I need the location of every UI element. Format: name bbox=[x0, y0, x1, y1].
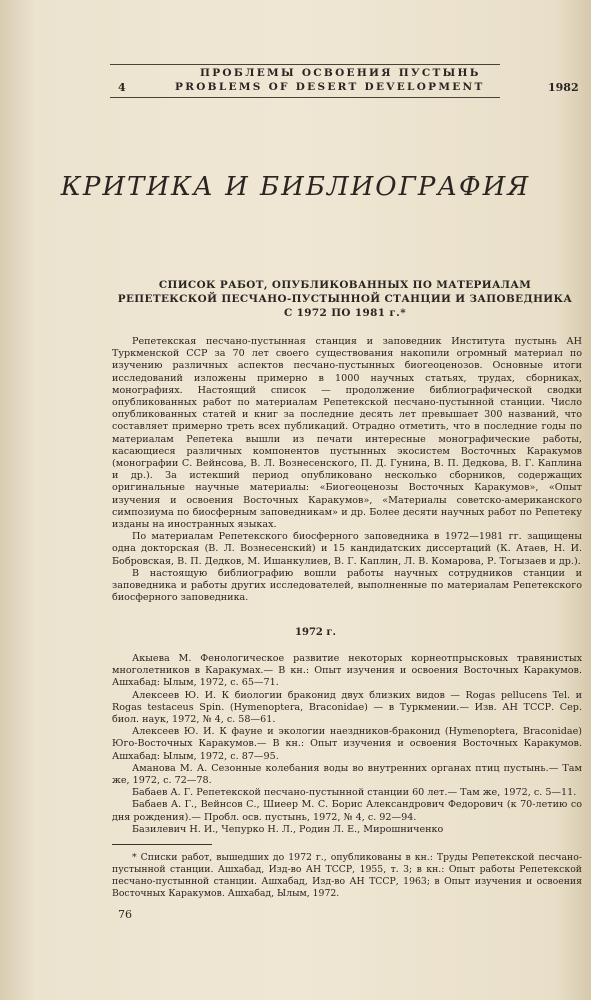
reference-entry: Акыева М. Фенологическое развитие некоторых корнеотпрысковых травянистых многолетников в Каракумах.— В кн.: Опыт изучения и освоения Восточных Каракумов. Ашхабад: Ылым, 1972, с. 65—71. bbox=[112, 653, 582, 689]
reference-entry: Бабаев А. Г., Вейнсов С., Шиеер М. С. Борис Александрович Федорович (к 70-летию со дня рождения).— Пробл. осв. пустынь, 1972, № 4, с. 92—94. bbox=[112, 799, 582, 823]
reference-entry: Бабаев А. Г. Репетекской песчано-пустынной станции 60 лет.— Там же, 1972, с. 5—11. bbox=[132, 787, 577, 799]
reference-entry: Алексеев Ю. И. К фауне и экологии наездников-браконид (Hymenoptera, Braconidae) Юго-Восточных Каракумов.— В кн.: Опыт изучения и освоения Восточных Каракумов. Ашхабад: Ылым, 1972, с. 87—95. bbox=[112, 726, 582, 762]
reference-entry: Алексеев Ю. И. К биологии браконид двух близких видов — Rogas pellucens Tel. и Rogas testaceus Spin. (Hymenoptera, Braconidae) — в Туркмении.— Изв. АН ТССР. Сер. биол. наук, 1972, № 4, с. 58—61. bbox=[112, 689, 582, 726]
footnote bbox=[112, 852, 582, 900]
reference-entry: Аманова М. А. Сезонные колебания воды во внутренних органах птиц пустынь.— Там же, 1972, с. 72—78. bbox=[112, 762, 582, 787]
intro-paragraph: В настоящую библиографию вошли работы научных сотрудников станции и заповедника и работы других исследователей, выполненные по материалам Репетекского биосферного заповедника. bbox=[112, 567, 582, 604]
article-title-line: С 1972 ПО 1981 г.* bbox=[283, 307, 407, 319]
article-title-line: СПИСОК РАБОТ, ОПУБЛИКОВАННЫХ ПО МАТЕРИАЛАМ bbox=[158, 279, 532, 291]
intro-paragraph: По материалам Репетекского биосферного заповедника в 1972—1981 гг. защищены одна докторская (В. Л. Вознесенский) и 15 кандидатских диссертаций (К. Атаев, Н. И. Бобровская, В. П. Дедков, М. Ишанкулиев, В. Г. Каплин, Л. В. Комарова, Р. Тогызаев и др.). bbox=[112, 531, 582, 567]
year-heading: 1972 г. bbox=[295, 627, 336, 638]
footnote-text: * Списки работ, вышедших до 1972 г., опубликованы в кн.: Труды Репетекской песчано-пустынной станции. Ашхабад, Изд-во АН ТССР, 1955, т. 3; в кн.: Опыт работы Репетекской песчано-пустынной станции. Ашхабад, Изд-во АН ТССР, 1963; в Опыт изучения и освоения Восточных Каракумов. Ашхабад, Ылым, 1972. bbox=[112, 852, 582, 899]
journal-title-en: PROBLEMS OF DESERT DEVELOPMENT bbox=[175, 81, 485, 93]
section-title: КРИТИКА И БИБЛИОГРАФИЯ bbox=[60, 172, 531, 202]
header-rule-top bbox=[110, 64, 500, 65]
reference-list bbox=[112, 653, 582, 836]
article-title bbox=[112, 278, 578, 320]
article-title-line: РЕПЕТЕКСКОЙ ПЕСЧАНО-ПУСТЫННОЙ СТАНЦИИ И ЗАПОВЕДНИКА bbox=[117, 293, 573, 305]
intro-paragraph: Репетекская песчано-пустынная станция и заповедник Института пустынь АН Туркменской ССР за 70 лет своего существования накопили огромный материал по изучению различных аспектов песчано-пустынных биогеоценозов. Основные итоги исследований изложены примерно в 1000 научных статьях, трудах, сборниках, монографиях. Настоящий список — продолжение библиографической сводки опубликованных работ по материалам Репетекской песчано-пустынной станции. Число опубликованных статей и книг за последние десять лет превышает 300 названий, что составляет примерно треть всех публикаций. Отрадно отметить, что в последние годы по материалам Репетека вышли из печати интересные монографические работы, касающиеся различных компонентов пустынных экосистем Восточных Каракумов (монографии С. Вейнсова, В. Л. Вознесенского, П. Д. Гунина, В. П. Дедкова, В. Г. Каплина и др.). За истекший период опубликовано несколько сборников, содержащих оригинальные научные материалы: «Биогеоценозы Восточных Каракумов», «Опыт изучения и освоения Восточных Каракумов», «Материалы советско-американского симпозиума по биосферным заповедникам» и др. Более десяти научных работ по Репетеку изданы на иностранных языках. bbox=[112, 336, 582, 531]
reference-entry: Базилевич Н. И., Чепурко Н. Л., Родин Л. Е., Мирошниченко bbox=[132, 823, 444, 835]
header-rule-bottom bbox=[110, 97, 500, 98]
page-number: 76 bbox=[118, 908, 132, 921]
footnote-rule bbox=[112, 844, 212, 845]
article-intro bbox=[112, 336, 582, 604]
journal-title-ru: ПРОБЛЕМЫ ОСВОЕНИЯ ПУСТЫНЬ bbox=[200, 67, 481, 79]
issue-number: 4 bbox=[118, 81, 126, 94]
issue-year: 1982 bbox=[548, 81, 579, 94]
